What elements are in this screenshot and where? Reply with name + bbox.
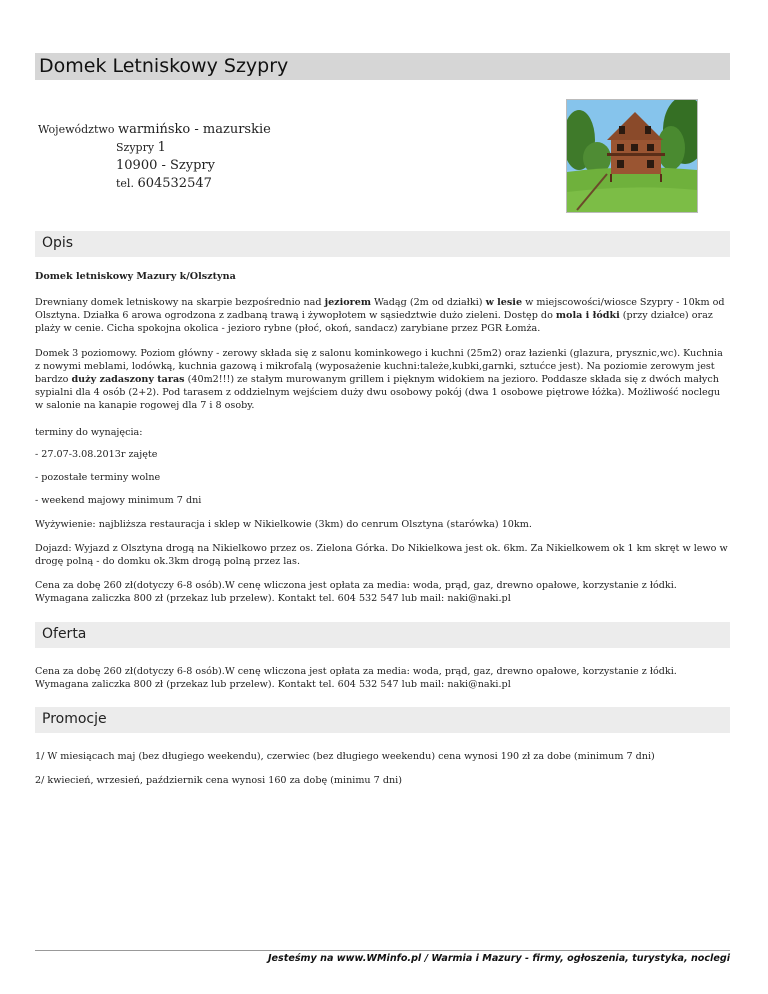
street-label: Szypry bbox=[116, 141, 155, 154]
postcode: 10900 - Szypry bbox=[116, 158, 215, 173]
postcode-line bbox=[116, 158, 215, 173]
opis-paragraph-5: - pozostałe terminy wolne bbox=[35, 472, 161, 483]
street-number: 1 bbox=[157, 140, 166, 155]
phone-label: tel. bbox=[116, 177, 134, 190]
footer-text: Jesteśmy na www.WMinfo.pl / Warmia i Mazury - firmy, ogłoszenia, turystyka, noclegi bbox=[267, 953, 730, 964]
opis-paragraph-9: Cena za dobę 260 zł(dotyczy 6-8 osób).W cenę wliczona jest opłata za media: woda, prąd, gaz, drewno opałowe, korzystanie z łódki. Wymagana zaliczka 800 zł (przekaz lub przelew). Kontakt tel. 604 532 547 lub mail: naki@naki.pl bbox=[35, 580, 677, 604]
wojewodztwo-value: warmińsko - mazurskie bbox=[117, 122, 271, 137]
opis-paragraph-4: - 27.07-3.08.2013r zajęte bbox=[35, 449, 158, 460]
section-header-oferta bbox=[35, 622, 730, 648]
opis-paragraph-2: Domek 3 poziomowy. Poziom główny - zerowy składa się z salonu kominkowego i kuchni (25m2) oraz łazienki (glazura, prysznic,wc). Kuchnia z nowymi meblami, lodówką, kuchnia gazową i mikrofalą (wyposażenie kuchni:tależe,kubki,garnki, sztućce jest). Na poziomie zerowym jest bardzo duży zadaszony taras (40m2!!!) ze stałym murowanym grillem i pięknym widokiem na jezioro. Poddasze składa się z dwóch małych sypialni dla 4 osób (2+2). Pod tarasem z oddzielnym wejściem duży dwu osobowy pokój (dwa 1 osobowe piętrowe łóżka). Możliwość noclegu w salonie na kanapie rogowej dla 7 i 8 osoby. bbox=[35, 348, 723, 411]
oferta-paragraph-1: Cena za dobę 260 zł(dotyczy 6-8 osób).W cenę wliczona jest opłata za media: woda, prąd, gaz, drewno opałowe, korzystanie z łódki. Wymagana zaliczka 800 zł (przekaz lub przelew). Kontakt tel. 604 532 547 lub mail: naki@naki.pl bbox=[35, 666, 677, 690]
phone-value: 604532547 bbox=[137, 176, 212, 191]
section-header-promocje bbox=[35, 707, 730, 733]
opis-paragraph-7: Wyżywienie: najbliższa restauracja i sklep w Nikielkowie (3km) do cenrum Olsztyna (starówka) 10km. bbox=[35, 519, 532, 530]
street-line bbox=[116, 140, 166, 155]
section-title-oferta: Oferta bbox=[42, 626, 87, 642]
page-title: Domek Letniskowy Szypry bbox=[39, 55, 289, 77]
promocje-paragraph-1: 1/ W miesiącach maj (bez długiego weekendu), czerwiec (bez długiego weekendu) cena wynosi 190 zł za dobe (minimum 7 dni) bbox=[35, 751, 655, 762]
phone-line bbox=[116, 176, 212, 191]
section-header-opis bbox=[35, 231, 730, 257]
promocje-paragraph-2: 2/ kwiecień, wrzesień, październik cena wynosi 160 za dobę (minimu 7 dni) bbox=[35, 775, 402, 786]
title-bar bbox=[35, 53, 730, 80]
section-title-promocje: Promocje bbox=[42, 711, 107, 727]
wojewodztwo-line bbox=[38, 122, 271, 137]
wojewodztwo-label: Województwo bbox=[38, 123, 115, 136]
opis-paragraph-1: Drewniany domek letniskowy na skarpie bezpośrednio nad jeziorem Wadąg (2m od działki) w lesie w miejscowości/wiosce Szypry - 10km od Olsztyna. Działka 6 arowa ogrodzona z zadbaną trawą i żywopłotem w sąsiedztwie dużo zieleni. Dostęp do mola i łódki (przy działce) oraz plaży w cenie. Cicha spokojna okolica - jezioro rybne (płoć, okoń, sandacz) zarybiane przez PGR Łomża. bbox=[35, 297, 725, 334]
opis-paragraph-8: Dojazd: Wyjazd z Olsztyna drogą na Nikielkowo przez os. Zielona Górka. Do Nikielkowa jest ok. 6km. Za Nikielkowem ok 1 km skręt w lewo w drogę polną - do domku ok.3km drogą polną przez las. bbox=[35, 543, 728, 567]
opis-paragraph-3: terminy do wynajęcia: bbox=[35, 427, 143, 438]
opis-paragraph-6: - weekend majowy minimum 7 dni bbox=[35, 495, 202, 506]
opis-subtitle: Domek letniskowy Mazury k/Olsztyna bbox=[35, 271, 236, 282]
house-photo bbox=[566, 99, 698, 213]
footer-divider bbox=[35, 950, 730, 951]
section-title-opis: Opis bbox=[42, 235, 74, 251]
